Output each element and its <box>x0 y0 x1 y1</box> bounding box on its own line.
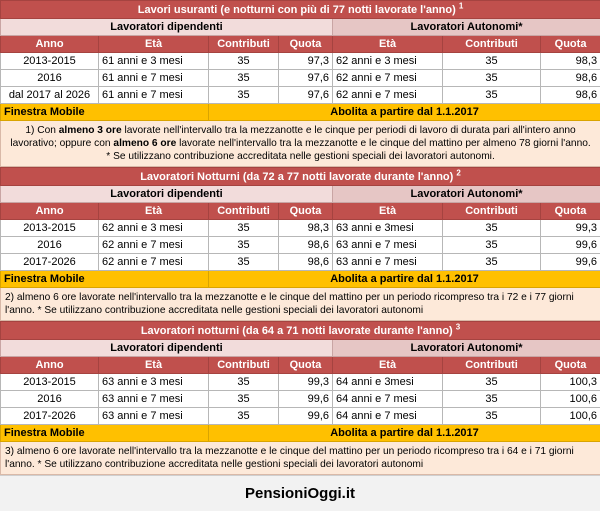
table-cell: 35 <box>443 53 541 70</box>
table-cell: 35 <box>443 391 541 408</box>
note-text: 3) almeno 6 ore lavorate nell'intervallo tra la mezzanotte e le cinque del mattino per un periodo ricompreso tra i 64 e i 71 giorni l'anno. * Se utilizzano contribuzione accreditata nelle gestioni speciali dei lavoratori autonomi <box>5 446 574 470</box>
note-text: lavorate nell'intervallo tra la mezzanotte e le cinque per periodi di lavoro di durata pari all'intero anno lavorativo; oppure con <box>10 125 575 149</box>
table-cell: 99,3 <box>541 220 600 237</box>
table-cell: 98,3 <box>279 220 333 237</box>
table-row <box>1 408 600 425</box>
column-header: Contributi <box>209 357 279 374</box>
section-title <box>1 322 600 340</box>
section-title <box>1 168 600 186</box>
group-dipendenti: Lavoratori dipendenti <box>1 19 333 36</box>
column-header: Quota <box>541 357 600 374</box>
table-cell: 62 anni e 7 mesi <box>333 87 443 104</box>
column-header: Età <box>99 203 209 220</box>
column-header: Anno <box>1 203 99 220</box>
table-cell: 97,6 <box>279 70 333 87</box>
table-cell: 35 <box>209 408 279 425</box>
group-dipendenti: Lavoratori dipendenti <box>1 186 333 203</box>
table-cell: 2017-2026 <box>1 408 99 425</box>
note-bold-text: almeno 6 ore <box>113 138 176 149</box>
table-cell: 2016 <box>1 237 99 254</box>
table-cell: 98,3 <box>541 53 600 70</box>
table-cell: 35 <box>209 374 279 391</box>
footnote-marker: 1 <box>459 1 463 10</box>
table-cell: 63 anni e 7 mesi <box>99 408 209 425</box>
section-title-text: Lavoratori Notturni (da 72 a 77 notti lavorate durante l'anno) <box>140 171 453 183</box>
table-cell: 100,6 <box>541 391 600 408</box>
table-cell: 35 <box>209 237 279 254</box>
footnote-marker: 3 <box>456 322 460 331</box>
column-header: Quota <box>279 203 333 220</box>
table-cell: 99,6 <box>541 254 600 271</box>
finestra-mobile-value: Abolita a partire dal 1.1.2017 <box>209 425 600 442</box>
column-header: Contributi <box>443 357 541 374</box>
finestra-mobile-value: Abolita a partire dal 1.1.2017 <box>209 271 600 288</box>
column-header: Quota <box>541 36 600 53</box>
table-row <box>1 53 600 70</box>
table-cell: 97,6 <box>279 87 333 104</box>
table-cell: 63 anni e 7 mesi <box>99 391 209 408</box>
table-cell: 99,6 <box>279 391 333 408</box>
table-cell: 35 <box>443 220 541 237</box>
column-header: Contributi <box>443 203 541 220</box>
table-cell: 2013-2015 <box>1 374 99 391</box>
table-cell: 63 anni e 3mesi <box>333 220 443 237</box>
note-text: * Se utilizzano contribuzione accreditata nelle gestioni speciali dei lavoratori autonomi. <box>106 151 494 162</box>
table-cell: 35 <box>443 408 541 425</box>
table-cell: 62 anni e 7 mesi <box>99 254 209 271</box>
table-cell: 63 anni e 7 mesi <box>333 237 443 254</box>
section-table-1 <box>0 0 600 167</box>
table-cell: 61 anni e 3 mesi <box>99 53 209 70</box>
table-cell: 35 <box>443 254 541 271</box>
column-header: Quota <box>279 36 333 53</box>
table-cell: 35 <box>443 70 541 87</box>
column-header: Quota <box>279 357 333 374</box>
note-line <box>5 150 596 163</box>
note-line <box>5 291 596 317</box>
table-cell: 100,3 <box>541 374 600 391</box>
table-cell: dal 2017 al 2026 <box>1 87 99 104</box>
table-row <box>1 220 600 237</box>
column-header: Quota <box>541 203 600 220</box>
footnote-marker: 2 <box>456 168 460 177</box>
table-row <box>1 70 600 87</box>
table-cell: 62 anni e 3 mesi <box>99 220 209 237</box>
table-cell: 35 <box>443 87 541 104</box>
table-cell: 99,6 <box>541 237 600 254</box>
table-cell: 35 <box>209 87 279 104</box>
group-autonomi: Lavoratori Autonomi* <box>333 340 600 357</box>
table-cell: 99,6 <box>279 408 333 425</box>
table-cell: 2016 <box>1 70 99 87</box>
table-cell: 35 <box>209 220 279 237</box>
table-cell: 97,3 <box>279 53 333 70</box>
column-header: Anno <box>1 357 99 374</box>
column-header: Contributi <box>209 203 279 220</box>
table-cell: 2013-2015 <box>1 53 99 70</box>
finestra-mobile-label: Finestra Mobile <box>1 271 209 288</box>
column-header: Età <box>333 357 443 374</box>
note-text: lavorate nell'intervallo tra la mezzanotte e le cinque del mattino per almeno 78 giorni l'anno. <box>176 138 590 149</box>
table-cell: 100,6 <box>541 408 600 425</box>
column-header: Età <box>333 36 443 53</box>
table-cell: 64 anni e 3mesi <box>333 374 443 391</box>
section-note <box>1 442 600 475</box>
section-note <box>1 121 600 167</box>
section-note <box>1 288 600 321</box>
note-line <box>5 124 596 150</box>
table-cell: 62 anni e 7 mesi <box>333 70 443 87</box>
table-cell: 2013-2015 <box>1 220 99 237</box>
table-row <box>1 254 600 271</box>
group-autonomi: Lavoratori Autonomi* <box>333 19 600 36</box>
table-cell: 63 anni e 3 mesi <box>99 374 209 391</box>
section-table-3 <box>0 321 600 475</box>
finestra-mobile-value: Abolita a partire dal 1.1.2017 <box>209 104 600 121</box>
table-cell: 64 anni e 7 mesi <box>333 391 443 408</box>
group-dipendenti: Lavoratori dipendenti <box>1 340 333 357</box>
note-bold-text: almeno 3 ore <box>59 125 122 136</box>
table-cell: 98,6 <box>279 254 333 271</box>
column-header: Contributi <box>443 36 541 53</box>
finestra-mobile-label: Finestra Mobile <box>1 425 209 442</box>
table-cell: 35 <box>443 374 541 391</box>
table-row <box>1 374 600 391</box>
table-cell: 2016 <box>1 391 99 408</box>
table-cell: 61 anni e 7 mesi <box>99 87 209 104</box>
column-header: Età <box>99 357 209 374</box>
column-header: Anno <box>1 36 99 53</box>
table-cell: 63 anni e 7 mesi <box>333 254 443 271</box>
table-row <box>1 391 600 408</box>
table-cell: 98,6 <box>541 87 600 104</box>
table-cell: 99,3 <box>279 374 333 391</box>
finestra-mobile-label: Finestra Mobile <box>1 104 209 121</box>
table-cell: 61 anni e 7 mesi <box>99 70 209 87</box>
table-cell: 98,6 <box>279 237 333 254</box>
note-text: 2) almeno 6 ore lavorate nell'intervallo tra la mezzanotte e le cinque del mattino per un periodo ricompreso tra i 72 e i 77 giorni l'anno. * Se utilizzano contribuzione accreditata nelle gestioni speciali dei lavoratori autonomi <box>5 292 574 316</box>
section-title-text: Lavoratori notturni (da 64 a 71 notti lavorate durante l'anno) <box>141 325 453 337</box>
table-cell: 62 anni e 7 mesi <box>99 237 209 254</box>
column-header: Età <box>333 203 443 220</box>
note-line <box>5 445 596 471</box>
footer-brand: PensioniOggi.it <box>0 475 600 511</box>
section-title-text: Lavori usuranti (e notturni con più di 77 notti lavorate l'anno) <box>138 4 456 16</box>
table-cell: 62 anni e 3 mesi <box>333 53 443 70</box>
table-cell: 35 <box>209 254 279 271</box>
table-cell: 35 <box>209 53 279 70</box>
section-table-2 <box>0 167 600 321</box>
table-cell: 35 <box>209 70 279 87</box>
column-header: Contributi <box>209 36 279 53</box>
table-cell: 98,6 <box>541 70 600 87</box>
table-cell: 2017-2026 <box>1 254 99 271</box>
table-row <box>1 237 600 254</box>
note-text: 1) Con <box>25 125 58 136</box>
section-title <box>1 1 600 19</box>
column-header: Età <box>99 36 209 53</box>
group-autonomi: Lavoratori Autonomi* <box>333 186 600 203</box>
table-cell: 64 anni e 7 mesi <box>333 408 443 425</box>
table-row <box>1 87 600 104</box>
table-cell: 35 <box>209 391 279 408</box>
table-cell: 35 <box>443 237 541 254</box>
